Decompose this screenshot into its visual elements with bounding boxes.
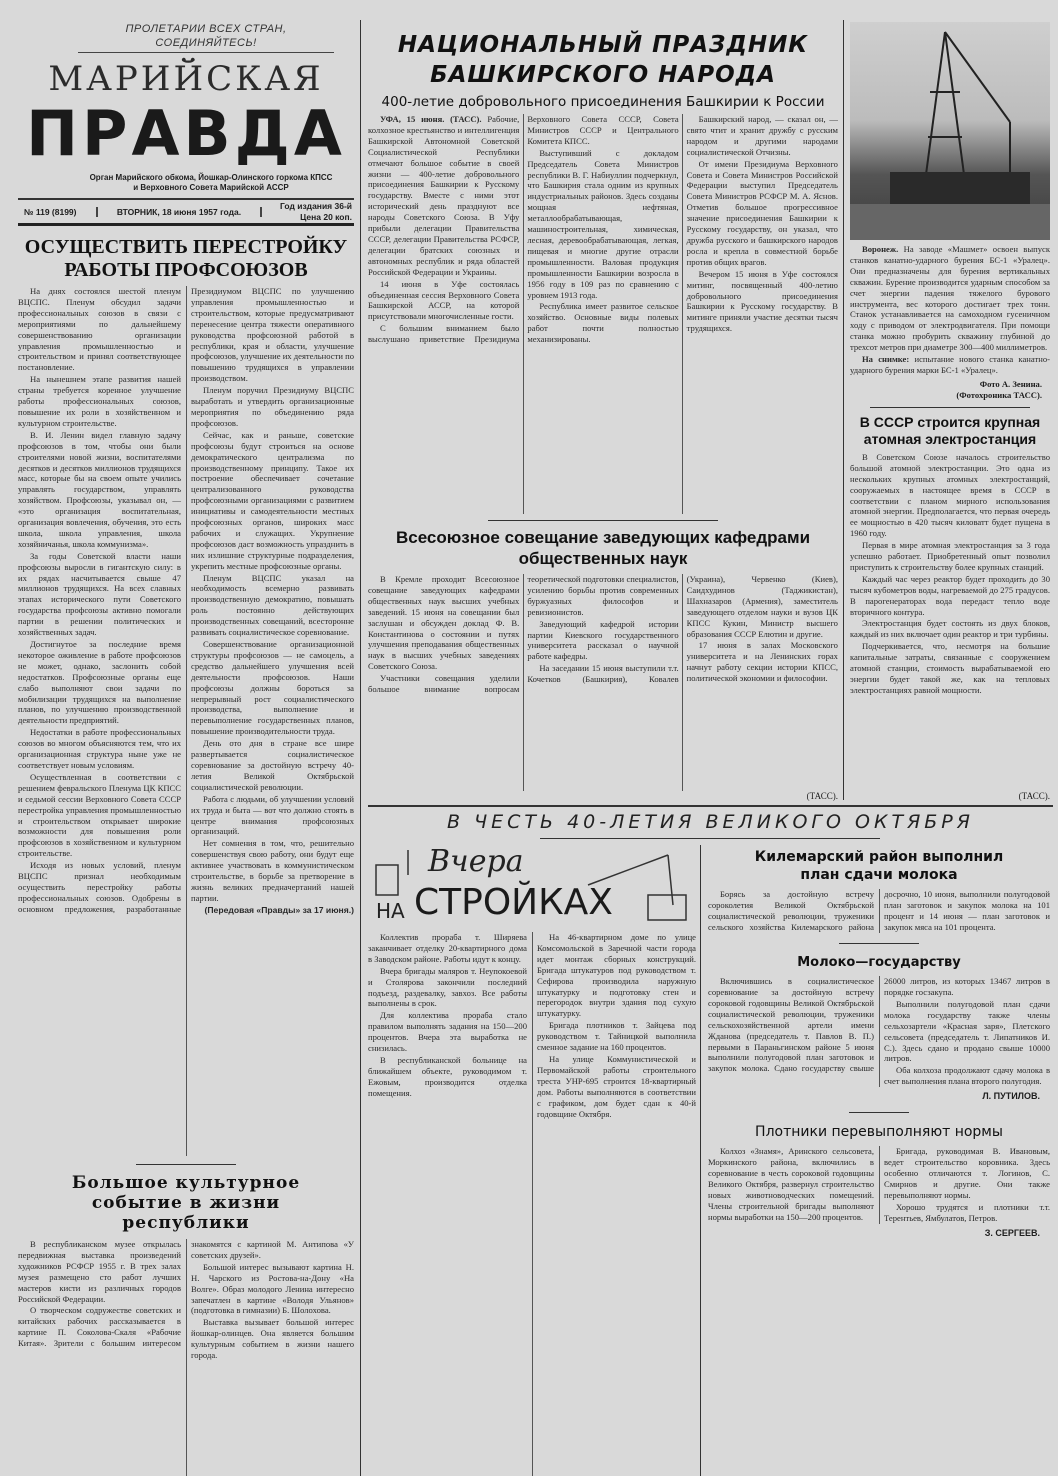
drilling-rig-image — [850, 22, 1050, 240]
credit: Фото А. Зенина. — [979, 378, 1042, 389]
caption-on-photo: испытание нового станка канатно-ударного бурения марки БС-1 «Уралец». — [850, 354, 1050, 375]
paragraph: Подчеркивается, что, несмотря на большие капитальные затраты, связанные с сооружением атомной станции, стоимость вырабатываемой ею энергии будет такой же, как на тепловых электростанциях равной мощности. — [850, 641, 1050, 695]
right-bottom-column — [708, 848, 1050, 1474]
left-column — [16, 22, 356, 1476]
divider — [839, 943, 919, 944]
caption-lead: Воронеж. — [862, 244, 899, 254]
carpenters-title: Плотники перевыполняют нормы — [755, 1124, 1003, 1141]
banner-rule — [368, 805, 1053, 807]
paragraph: Пленум поручил Президиуму ВЦСПС выработать и утвердить организационные мероприятия по объединению ряда профсоюзов. — [191, 385, 354, 428]
construction-logo — [368, 845, 693, 927]
paragraph: Первая в мире атомная электростанция за 3 года успешно работает. Приобретенный опыт позволил приступить к строительству более крупных станций. — [850, 540, 1050, 572]
paragraph: Каждый час через реактор будет проходить до 30 тысяч кубометров воды, нагреваемой до 275 градусов. В парогенераторах вода передаст тепло воде вторичного контура. — [850, 573, 1050, 617]
paragraph: Пленум ВЦСПС указал на необходимость всемерно развивать производственную демократию, повышать роль постоянно действующих производственных совещаний, всесторонне развивать социалистическое соревнование. — [191, 572, 354, 638]
construction-body — [368, 932, 696, 1476]
issue-year: Год издания 36-й — [280, 200, 352, 211]
divider — [849, 1112, 909, 1113]
paragraph: На заседании 15 июня выступили т.т. Кочетков (Башкирия), Ковалев (Украина), Червенко (Киев), Саидхудинов (Таджикистан), Шахназаров (Армения), заместитель заведующего отделом науки и вузов ЦК КПСС Кукин, Министр высшего образования СССР Елютин и другие. — [527, 574, 838, 685]
conference-title: Всесоюзное совещание заведующих кафедрами общественных наук — [395, 528, 811, 568]
paragraph: Электростанция будет состоять из двух блоков, каждый из них включает один реактор и три турбины. — [850, 618, 1050, 640]
paragraph: О творческом содружестве советских и китайских рабочих рассказывается в картине П. Соколова-Скаля «Рабочие Китая». Зрители с большим интересом знакомятся с картиной М. Антипова «У советских друзей». — [18, 1239, 354, 1349]
issue-date: ВТОРНИК, 18 июня 1957 года. — [98, 207, 262, 217]
divider — [870, 407, 1030, 408]
paragraph: Совершенствование организационной структуры профсоюзов — не самоцель, а средство дальнейшего улучшения всей деятельности профсоюзов. Наши профсоюзы должны бороться за непрерывный рост социалистического производства, выполнение и перевыполнение государственных планов, повышение производительности труда. — [191, 639, 354, 737]
slogan: ПРОЛЕТАРИИ ВСЕХ СТРАН, СОЕДИНЯЙТЕСЬ! — [78, 22, 334, 53]
paragraph: Включившись в социалистическое соревнование за достойную встречу сороковой годовщины Великой Октябрьской социалистической революции, труженики сельскохозяйственной артели имени Жданова (председатель т. Павлов В. П.) первыми в Параньгинском районе 5 июня выполнили полугодовой план заготовок и закупок молока. Сдано государству свыше 26000 литров, из которых 13467 литров в порядке госзакупа. — [708, 976, 1050, 1074]
lead-source: (Передовая «Правды» за 17 июня.) — [204, 904, 354, 915]
paragraph: Исходя из новых условий, пленум ВЦСПС признал необходимым осуществить перестройку работы профессиональных союзов. Одобрены в основном предложения, разработанные Президиумом ВЦСПС по улучшению управления промышленностью и строительством, которые предусматривают перенесение центра тяжести оперативного руководства профсоюзной работой в республики, края и области, улучшение профсоюзов, улучшение их деятельности по повышению трудящихся в управлении производством. — [18, 286, 354, 914]
paragraph: Выполнили полугодовой план сдачи молока государству также члены сельхозартели «Красная заря», Плетского сельсовета (председатель т. Липатников И. С.). Здесь сдано и продано свыше 10000 литров. — [884, 998, 1050, 1064]
paragraph-text: Рабочие, колхозное крестьянство и интеллигенция Башкирской Автономной Советской Социалистической Республики отмечают большое событие в своей жизни — 400-летие добровольного присоединения Башкирии к Русскому государству. Вместе с ними этот исторический день празднуют все народы Советского Союза. В Уфу прибыли делегации Правительства СССР, делегации Правительства РСФСР, делегации братских союзных и автономных республик и ряда областей Российской Федерации и Украины. — [368, 114, 520, 277]
paragraph: Заведующий кафедрой истории партии Киевского государственного университета рассказал о научной работе кафедры. — [527, 618, 679, 662]
paragraph: На нынешнем этапе развития нашей страны требуется коренное улучшение работы профессиональных союзов, повышение их роли в хозяйственном и культурном строительстве. — [18, 374, 181, 428]
issue-number: № 119 (8199) — [18, 207, 98, 217]
paragraph: Достигнутое за последние время некоторое оживление в работе профсоюзов не может, однако, заслонить собой недостатков. Профсоюзные органы еще слабо выполняют свои задачи по мобилизации трудящихся на выполнение планов, по улучшению производственной деятельности предприятий. — [18, 639, 181, 726]
conference-source: (ТАСС). — [806, 791, 838, 801]
right-column — [850, 22, 1050, 802]
paragraph: С большим вниманием было выслушано приветствие Президиума Верховного Совета СССР, Совета Министров СССР и Центрального Комитета КПСС. — [368, 114, 679, 345]
paragraph: В Советском Союзе началось строительство большой атомной электростанции. Это одна из нескольких крупных атомных электростанций, сооружаемых в настоящее время в СССР в соответствии с планом мирного использования атомной энергии. Предполагается, что первая очередь ее мощностью в 420 тысяч киловатт будет пущена в 1960 году. — [850, 451, 1050, 539]
paragraph: Работа с людьми, об улучшении условий их труда и быта — вот что должно стоять в центре внимания профсоюзных организаций. — [191, 793, 354, 837]
caption-text: На заводе «Машмет» освоен выпуск станков канатно-ударного бурения БС-1 «Уралец». Они предназначены для бурения вертикальных скважин. Бурение производится ударным способом за счет энергии падения тяжелого бурового инструмента, вес которого достигает трех тонн. Станок устанавливается на самоходном гусеничном ходу с приводом от электродвигателя. При помощи станка можно пробурить скважину глубиной до трехсот метров при диаметре 300—400 миллиметров. — [850, 244, 1050, 353]
logo-main: СТРОЙКАХ — [414, 882, 613, 923]
paragraph — [850, 244, 1050, 353]
paragraph: 14 июня в Уфе состоялась объединенная сессия Верховного Совета Башкирской АССР, на которой присутствовали многочисленные гости. — [368, 278, 520, 322]
masthead — [16, 22, 356, 230]
bashkir-body — [368, 114, 838, 514]
bashkir-title: НАЦИОНАЛЬНЫЙ ПРАЗДНИК БАШКИРСКОГО НАРОДА — [397, 32, 809, 88]
paragraph: Недостатки в работе профессиональных союзов во многом объясняются тем, что их организационная структура ныне уже не соответствует новым условиям. — [18, 727, 181, 770]
paragraph: В. И. Ленин видел главную задачу профсоюзов в том, чтобы они были строителями новой жизни, воспитателями десятков и десятков миллионов трудящихся масс, которые бы на своем опыте учились управлять государством, управлять хозяйством. Профсоюзы, указывал он, — «это организация воспитательная, организация вовлечения, обучения, это есть школа, школа управления, школа хозяйничанья, школа коммунизма». — [18, 429, 181, 549]
paragraph: Борясь за достойную встречу сороколетия Великой Октябрьской социалистической революции, труженики сельского хозяйства Килемарского района досрочно, 10 июня, выполнили полугодовой план заготовок и закупок молока на 101 процент и 14 июня — план заготовок и закупок мяса на 101 процента. — [708, 889, 1050, 932]
photo-credit — [850, 379, 1050, 401]
divider — [488, 520, 718, 521]
paragraph: На днях состоялся шестой пленум ВЦСПС. Пленум обсудил задачи профессиональных союзов в связи с мероприятиями по дальнейшему совершенствованию организации управления промышленностью и строительством и принял соответствующее постановление. — [18, 286, 181, 373]
issue-price: Цена 20 коп. — [300, 211, 352, 222]
paragraph: 17 июня в залах Московского университета и на Ленинских горах начнут работу секции истории КПСС, политической экономии и философии. — [686, 640, 838, 684]
paragraph — [850, 354, 1050, 376]
banner-rule — [540, 838, 880, 839]
paragraph: Оба колхоза продолжают сдачу молока в счет выполнения плана второго полугодия. — [884, 1065, 1050, 1087]
paragraph: Для коллектива прораба стало правилом выполнять задания на 150—200 процентов. Вчера эта выработка не снизилась. — [368, 1010, 527, 1054]
paragraph: В республиканской больнице на ближайшем объекте, руководимом т. Ежовым, производится отделка помещения. — [368, 1054, 527, 1098]
kilemary-body — [708, 889, 1050, 933]
paragraph: Выставка вызывает большой интерес йошкар-олинцев. Она является большим культурным событием в жизни нашего города. — [191, 1317, 354, 1361]
paragraph: Республика имеет развитое сельское хозяйство. Основные виды полевых работ почти полностью механизированы. — [527, 301, 679, 345]
paragraph: Осуществленная в соответствии с решением февральского Пленума ЦК КПСС и седьмой сессии Верховного Совета СССР перестройка управления промышленностью и строительством открывает широкие возможности для повышения роли профсоюзов в хозяйственном и культурном строительстве. — [18, 771, 181, 859]
photo-drilling-rig — [850, 22, 1050, 240]
bashkir-subtitle: 400-летие добровольного присоединения Башкирии к России — [381, 94, 825, 110]
paragraph: Хорошо трудятся и плотники т.т. Терентьев, Ямбулатов, Петров. — [884, 1201, 1050, 1223]
logo-script: Вчера — [428, 845, 524, 879]
paragraph: Сейчас, как и раньше, советские профсоюзы будут строиться на основе демократического централизма по производственному принципу. Такое их построение обеспечивает сочетание централизованного руководства профсоюзными организациями с развитием инициативы и самодеятельности местных профсоюзных органов, широких масс рабочих и служащих. Укрупнение профсоюзов даст возможность упразднить в них излишние структурные подразделения, укрепить местные профсоюзные органы. — [191, 429, 354, 571]
conference-body — [368, 574, 838, 791]
paragraph: Вчера бригады маляров т. Неупокоевой и Столярова закончили последний подъезд, раздевалку, завхоз. Все работы выполнены в срок. — [368, 965, 527, 1009]
paragraph: За годы Советской власти наши профсоюзы выросли в гигантскую силу: в их рядах насчитывается свыше 47 миллионов трудящихся. На всех славных этапах исторического пути Советского государства профсоюзы активно помогали партии в решении политических и хозяйственных задач. — [18, 550, 181, 638]
photo-caption — [850, 244, 1050, 377]
milk-body — [708, 976, 1050, 1087]
title-main: ПРАВДА — [26, 97, 346, 170]
paragraph: В Кремле проходит Всесоюзное совещание заведующих кафедрами общественных наук высших учебных заведений. 15 июня на совещании был заслушан и обсужден доклад Ф. В. Константинова о состоянии и путях улучшения преподавания общественных наук в высших учебных заведениях Советского Союза. — [368, 574, 520, 672]
logo-na: НА — [376, 899, 405, 923]
column-rule — [700, 845, 701, 1476]
divider — [136, 1164, 236, 1165]
paragraph: Участники совещания уделили большое внимание вопросам теоретической подготовки специалистов, усилению борьбы против современных буржуазных философов и ревизионистов. — [368, 574, 679, 695]
kilemary-title: Килемарский район выполнил план сдачи молока — [754, 849, 1004, 883]
paragraph: Бригада, руководимая В. Ивановым, ведет строительство коровника. Здесь особенно отличаются т. Логинов, С. Смирнов и другие. Они также перевыполняют нормы. — [884, 1146, 1050, 1200]
culture-title: Большое культурное событие в жизни республики — [71, 1173, 301, 1233]
paragraph: Большой интерес вызывают картина Н. Н. Чарского из Ростова-на-Дону «На Волге». Образ молодого Ленина интересно запечатлен в картине «Володя Ульянов» (подготовка в гимназии) Б. Шолохова. — [191, 1261, 354, 1316]
culture-body — [16, 1239, 356, 1476]
atomic-body — [850, 452, 1050, 791]
paragraph — [368, 114, 519, 278]
title-top: МАРИЙСКАЯ — [48, 59, 324, 99]
paragraph: От имени Президиума Верховного Совета и Совета Министров Российской Федерации выступил Председатель Совета Министров РСФСР М. А. Яснов. Отметив большое прогрессивное значение присоединения Башкирии к Русскому государству, он указал, что дружба русского и башкирского народов росла и крепла в совместной борьбе против общих врагов. — [686, 158, 838, 267]
paragraph: На 46-квартирном доме по улице Комсомольской в Заречной части города идет монтаж сборных конструкций. Бригада штукатуров под руководством т. Сефирова производила наружную штукатурку и подготовку стен и перегородок внутри здания под сухую штукатурку. — [537, 932, 696, 1019]
middle-column — [368, 30, 838, 802]
october-banner: В ЧЕСТЬ 40-ЛЕТИЯ ВЕЛИКОГО ОКТЯБРЯ — [447, 811, 974, 833]
paragraph: День ото дня в стране все шире развертывается социалистическое соревнование за достойную встречу 40-летия Великой Октябрьской социалистической революции. — [191, 738, 354, 792]
lead-title: ОСУЩЕСТВИТЬ ПЕРЕСТРОЙКУ РАБОТЫ ПРОФСОЮЗОВ — [24, 236, 348, 281]
paragraph: В республиканском музее открылась передвижная выставка произведений художников РСФСР 1955 г. В трех залах музея размещено сто работ лучших мастеров кисти из различных городов Российской Федерации. — [18, 1239, 181, 1304]
caption-label: На снимке: — [862, 354, 910, 365]
paragraph: Башкирский народ, — сказал он, — свято чтит и хранит дружбу с русским народом и другими народами социалистической Отчизны. — [686, 114, 838, 157]
milk-signature: Л. ПУТИЛОВ. — [982, 1091, 1040, 1102]
lead-body — [16, 286, 356, 1156]
column-rule — [360, 20, 361, 1476]
paragraph: Колхоз «Знамя», Аринского сельсовета, Моркинского района, включились в соревнование в честь сороковой годовщины Великого Октября, развернул строительство новых животноводческих помещений. Члены строительной бригады выполняют нормы выработки на 150—200 процентов. — [708, 1146, 874, 1222]
carpenters-signature: З. СЕРГЕЕВ. — [984, 1228, 1040, 1239]
issue-bar — [18, 198, 354, 226]
paragraph: Вечером 15 июня в Уфе состоялся митинг, посвященный 400-летию добровольного присоединения Башкирии к Русскому государству. В митинге приняли участие десятки тысяч трудящихся. — [686, 268, 838, 334]
paragraph: Коллектив прораба т. Ширяева заканчивает отделку 20-квартирного дома в Заводском районе. Работы идут к концу. — [368, 932, 527, 964]
milk-title: Молоко—государству — [797, 955, 961, 971]
atomic-source: (ТАСС). — [1018, 791, 1050, 801]
paragraph: На улице Коммунистической и Первомайской работы строительного треста УНР-695 строится 18-квартирный дом. Работы выполняются в соответствии с графиком, дом будет сдан к 40-й годовщине Октября. — [537, 1053, 696, 1119]
paragraph: Выступивший с докладом Председатель Совета Министров республики В. Г. Набиуллин подчеркнул, что Башкирия стала одним из крупных индустриальных районов. Здесь созданы мощная нефтяная, металлообрабатывающая, машиностроительная, химическая, лесная, деревообрабатывающая, легкая, пищевая и многие другие отрасли промышленности. Валовая продукция промышленности Башкирии возросла в 1956 году в 109 раз по сравнению с уровнем 1913 года. — [527, 147, 679, 300]
carpenters-body — [708, 1146, 1050, 1224]
credit-source: (Фотохроника ТАСС). — [956, 389, 1042, 400]
dateline: УФА, 15 июня. (ТАСС). — [380, 114, 482, 124]
issue-year-price — [262, 201, 354, 223]
column-rule — [843, 20, 844, 800]
paragraph: Нет сомнения в том, что, решительно совершенствуя свою работу, они будут еще активнее участвовать в коммунистическом строительстве, в борьбе за претворение в жизнь великих предначертаний нашей партии. — [191, 838, 354, 903]
atomic-title: В СССР строится крупная атомная электростанция — [859, 413, 1041, 447]
organ-line: Орган Марийского обкома, Йошкар-Олинского горкома КПСС и Верховного Совета Марийской АССР — [89, 173, 333, 192]
paragraph: Бригада плотников т. Зайцева под руководством т. Тайницкой выполнила сменное задание на 160 процентов. — [537, 1020, 696, 1053]
